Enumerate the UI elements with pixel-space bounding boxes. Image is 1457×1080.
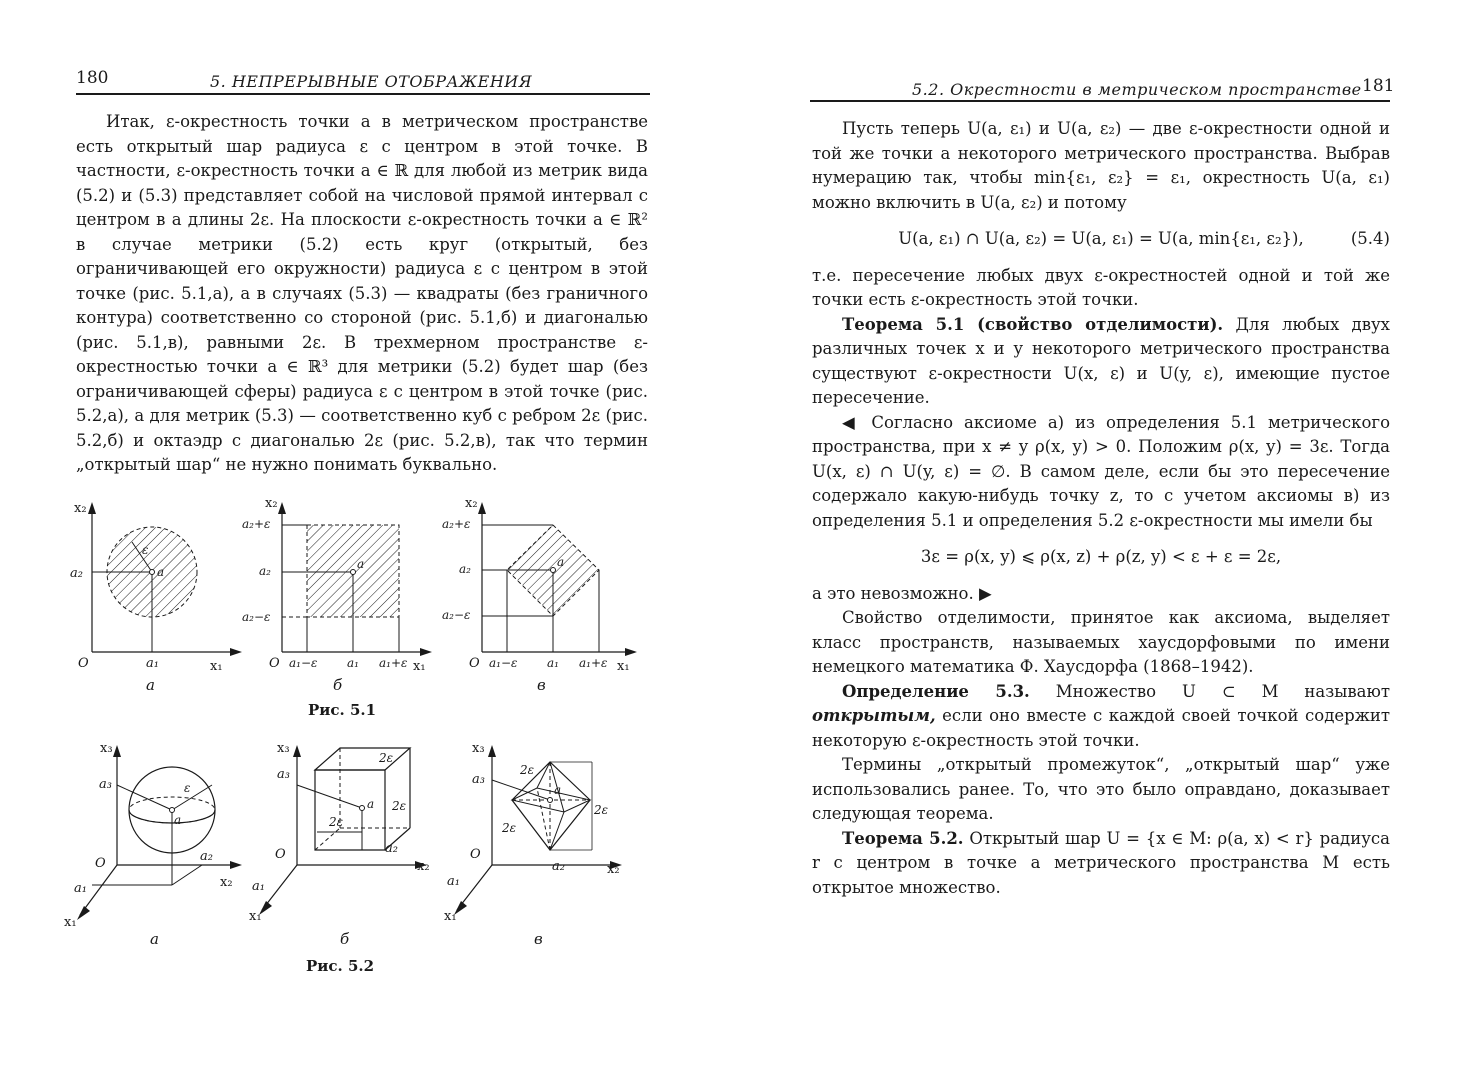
left-text [76,110,648,478]
svg-text:2ε: 2ε [379,751,394,765]
theorem-5-2-heading: Теорема 5.2. [842,828,964,848]
svg-text:2ε: 2ε [502,821,517,835]
theorem-5-2-body: Открытый шар U = {x ∈ M: ρ(a, x) < r} радиуса r с центром в точке a метрического пространства M есть открытое множество. [812,828,1390,897]
svg-text:a₁: a₁ [146,656,159,671]
svg-text:ε: ε [142,543,149,557]
svg-text:x₂: x₂ [607,862,620,877]
svg-text:a₂: a₂ [459,562,471,576]
svg-text:a₂+ε: a₂+ε [442,517,471,531]
panel-diamond [442,496,637,674]
svg-text:a₂: a₂ [200,849,213,864]
svg-text:a₁: a₁ [252,879,265,894]
definition-5-3-term: открытым, [812,706,936,725]
svg-text:a₂−ε: a₂−ε [442,608,471,622]
figure-5-1 [62,492,662,686]
paragraph-3: Свойство отделимости, принятое как аксиома, выделяет класс пространств, называемых хаусдорфовыми по имени немецкого математика Ф. Хаусдорфа (1868–1942). [812,608,1390,676]
figure-5-2-graphics [62,740,662,930]
svg-text:a₁+ε: a₁+ε [379,656,408,670]
svg-text:a₂: a₂ [385,841,398,856]
fig2-sub-b: б [340,930,350,948]
svg-text:a₁: a₁ [347,656,359,670]
definition-5-3-body-2: если оно вместе с каждой своей точкой содержит некоторую ε-окрестность этой точки. [812,706,1391,750]
svg-text:x₂: x₂ [417,859,430,874]
svg-text:x₂: x₂ [220,875,233,890]
svg-text:a: a [367,797,375,811]
theorem-5-1 [812,313,1390,411]
svg-text:x₁: x₁ [617,659,630,674]
formula-5-4-body: U(a, ε₁) ∩ U(a, ε₂) = U(a, ε₁) = U(a, min{ε₁, ε₂}), [898,229,1304,248]
svg-text:x₃: x₃ [100,741,113,756]
svg-text:a: a [174,813,182,827]
page-number-left: 180 [76,68,109,88]
right-text [812,117,1390,900]
fig1-sub-b: б [333,676,343,694]
header-rule-right [810,100,1390,102]
svg-text:x₂: x₂ [465,496,478,511]
definition-5-3 [812,680,1390,754]
svg-text:ε: ε [184,781,191,795]
svg-text:a₃: a₃ [99,777,112,792]
svg-text:a₂−ε: a₂−ε [242,610,271,624]
svg-text:O: O [469,656,480,671]
fig1-caption: Рис. 5.1 [308,701,377,719]
svg-text:O: O [78,656,89,671]
page-number-right: 181 [1362,76,1395,96]
theorem-5-1-heading: Теорема 5.1 (свойство отделимости). [842,314,1224,334]
svg-text:O: O [95,856,106,871]
svg-text:a: a [554,783,562,797]
svg-text:2ε: 2ε [520,763,535,777]
svg-text:a₁: a₁ [547,656,559,670]
panel-octahedron [444,741,622,924]
running-head-right: 5.2. Окрестности в метрическом пространстве [912,80,1362,99]
svg-text:a₂+ε: a₂+ε [242,517,271,531]
svg-text:O: O [275,847,286,862]
svg-text:x₃: x₃ [472,741,485,756]
left-page [0,0,728,1080]
running-head-left: 5. НЕПРЕРЫВНЫЕ ОТОБРАЖЕНИЯ [210,72,533,91]
svg-text:2ε: 2ε [594,803,609,817]
definition-5-3-body-1: Множество U ⊂ M называют [1055,681,1390,701]
svg-text:x₁: x₁ [64,915,77,930]
svg-text:a₁−ε: a₁−ε [489,656,518,670]
svg-text:x₁: x₁ [249,909,262,924]
svg-text:a: a [157,565,165,579]
svg-text:a₁+ε: a₁+ε [579,656,608,670]
svg-text:x₁: x₁ [444,909,457,924]
svg-text:a₃: a₃ [277,767,290,782]
fig2-sub-a: a [150,930,159,948]
label-x2: x₂ [74,501,87,516]
panel-circle [70,501,242,674]
paragraph-4: Термины „открытый промежуток“, „открытый шар“ уже использовались ранее. То, что это было оправдано, доказывает следующая теорема. [812,755,1390,823]
proof-body: ◀ Согласно аксиоме а) из определения 5.1 метрического пространства, при x ≠ y ρ(x, y) > 0. Положим ρ(x, y) = 3ε. Тогда U(x, ε) ∩ U(y, ε) = ∅. В самом деле, если бы это пересечение содержало какую-нибудь точку z, то с учетом аксиомы в) из определения 5.1 и определения 5.2 ε-окрестности мы имели бы [812,412,1390,530]
fig1-sub-v: в [537,676,546,694]
fig2-sub-v: в [534,930,543,948]
svg-text:x₂: x₂ [265,496,278,511]
definition-5-3-heading: Определение 5.3. [842,681,1030,701]
formula-separation [812,545,1390,570]
svg-text:2ε: 2ε [392,799,407,813]
svg-text:x₁: x₁ [210,659,223,674]
svg-text:a: a [357,557,365,571]
svg-text:O: O [470,847,481,862]
theorem-5-2 [812,827,1390,901]
svg-text:a: a [557,555,565,569]
fig2-caption: Рис. 5.2 [306,957,375,975]
theorem-5-1-body: Для любых двух различных точек x и y некоторого метрического пространства существуют ε-окрестности U(x, ε) и U(y, ε), имеющие пустое пересечение. [812,314,1390,407]
svg-text:2ε: 2ε [329,815,344,829]
figure-5-2 [62,740,662,934]
svg-text:a₁: a₁ [447,874,460,889]
svg-text:a₃: a₃ [472,772,485,787]
formula-5-4-number: (5.4) [1350,229,1390,248]
header-rule-left [76,93,650,95]
proof-end: а это невозможно. ▶ [812,583,992,603]
svg-text:a₂: a₂ [70,566,83,581]
svg-text:O: O [269,656,280,671]
svg-text:a₂: a₂ [259,564,271,578]
right-page [728,0,1457,1080]
svg-text:a₁−ε: a₁−ε [289,656,318,670]
paragraph-1: Пусть теперь U(a, ε₁) и U(a, ε₂) — две ε-окрестности одной и той же точки a некоторого метрического пространства. Выбрав нумерацию так, чтобы min{ε₁, ε₂} = ε₁, окрестность U(a, ε₁) можно включить в U(a, ε₂) и потому [812,119,1390,212]
fig1-sub-a: a [146,676,155,694]
svg-text:x₁: x₁ [413,659,426,674]
panel-cube [249,741,430,924]
paragraph-2: т.е. пересечение любых двух ε-окрестностей одной и той же точки есть ε-окрестность этой точки. [812,265,1390,309]
formula-5-4 [812,227,1390,252]
formula-separation-body: 3ε = ρ(x, y) ⩽ ρ(x, z) + ρ(z, y) < ε + ε = 2ε, [920,547,1282,566]
paragraph-intro: Итак, ε-окрестность точки a в метрическом пространстве есть открытый шар радиуса ε с центром в этой точке. В частности, ε-окрестность точки a ∈ ℝ для любой из метрик вида (5.2) и (5.3) представляет собой на числовой прямой интервал с центром в a длины 2ε. На плоскости ε-окрестность точки a ∈ ℝ² в случае метрики (5.2) есть круг (открытый, без ограничивающей его окружности) радиуса ε с центром в этой точке (рис. 5.1,a), а в случаях (5.3) — квадраты (без граничного контура) соответственно со стороной (рис. 5.1,б) и диагональю (рис. 5.1,в), равными 2ε. В трехмерном пространстве ε-окрестностью точки a ∈ ℝ³ для метрики (5.2) будет шар (без ограничивающей сферы) радиуса ε с центром в этой точке (рис. 5.2,a), а для метрик (5.3) — соответственно куб с ребром 2ε (рис. 5.2,б) и октаэдр с диагональю 2ε (рис. 5.2,в), так что термин „открытый шар“ не нужно понимать буквально. [76,112,648,474]
svg-text:a₂: a₂ [552,859,565,874]
svg-text:a₁: a₁ [74,881,87,896]
panel-square [242,496,432,674]
figure-5-1-graphics [62,492,662,682]
panel-sphere [64,741,242,930]
svg-text:x₃: x₃ [277,741,290,756]
